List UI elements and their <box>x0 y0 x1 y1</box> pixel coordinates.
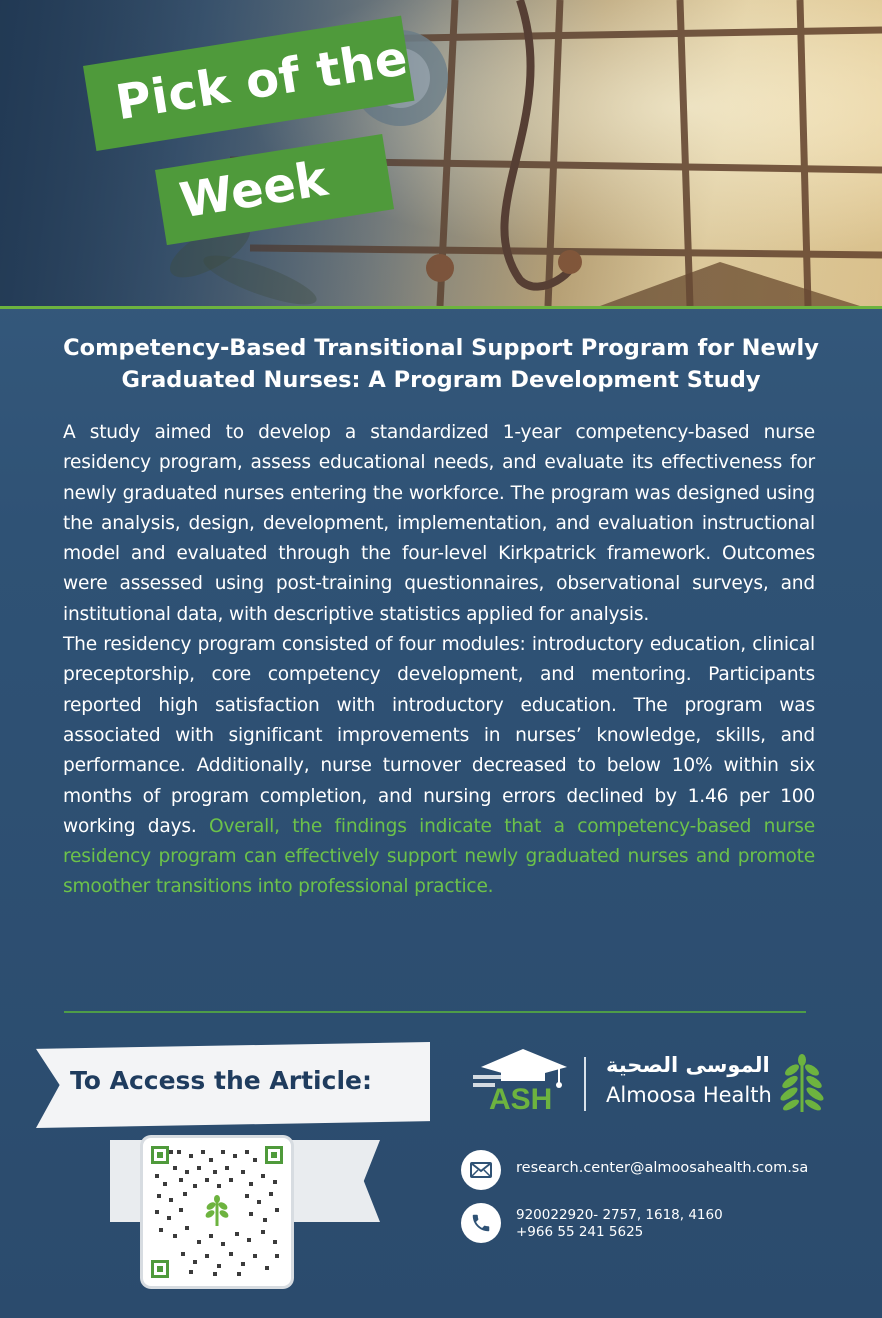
article-paragraph-1: A study aimed to develop a standardized 1-year competency-based nurse residency program, assess educational needs, and evaluate its effectiveness for newly graduated nurses entering the workforce. The program was designed using the analysis, design, development, implementation, and evaluation instructional model and evaluated through the four-level Kirkpatrick framework. Outcomes were assessed using post-training questionnaires, observational surveys, and institutional data, with descriptive statistics applied for analysis. <box>63 422 815 625</box>
article-paragraph-2 <box>63 630 815 903</box>
contact-email[interactable]: research.center@almoosahealth.com.sa <box>516 1160 809 1176</box>
phone-line-2: +966 55 241 5625 <box>516 1224 644 1240</box>
article-highlight: Overall, the findings indicate that a competency-based nurse residency program can effectively support newly graduated nurses and promote smoother transitions into professional practice. <box>63 815 815 898</box>
almoosa-leaf-icon <box>777 1052 827 1116</box>
badge-line1: Pick of the <box>112 29 412 132</box>
envelope-icon <box>461 1150 501 1190</box>
almoosa-arabic-name: الموسى الصحية <box>606 1053 770 1077</box>
ash-logo-text: ASH <box>489 1083 553 1113</box>
article-paragraph-2-text: The residency program consisted of four modules: introductory education, clinical preceptorship, core competency development, and mentoring. Participants reported high satisfaction with introductory education. The program was associated with significant improvements in nurses’ knowledge, skills, and performance. Additionally, nurse turnover decreased to below 10% within six months of program completion, and nursing errors declined by 1.46 per 100 working days. <box>63 634 815 837</box>
access-label: To Access the Article: <box>70 1066 372 1095</box>
article-title: Competency-Based Transitional Support Program for Newly Graduated Nurses: A Program Development Study <box>63 335 819 393</box>
window-grille-illustration <box>0 0 882 306</box>
phone-line-1: 920022920- 2757, 1618, 4160 <box>516 1207 723 1223</box>
qr-code[interactable] <box>143 1138 291 1286</box>
section-divider <box>64 1011 806 1013</box>
almoosa-english-name: Almoosa Health <box>606 1083 772 1107</box>
logo-separator <box>584 1057 586 1111</box>
article-body <box>63 418 815 903</box>
hero-photo <box>0 0 882 306</box>
hero-divider <box>0 306 882 309</box>
contact-phone[interactable] <box>516 1207 723 1241</box>
qr-code-icon <box>149 1144 285 1280</box>
phone-icon <box>461 1203 501 1243</box>
ash-logo <box>473 1045 573 1113</box>
badge-line2: Week <box>176 150 332 230</box>
